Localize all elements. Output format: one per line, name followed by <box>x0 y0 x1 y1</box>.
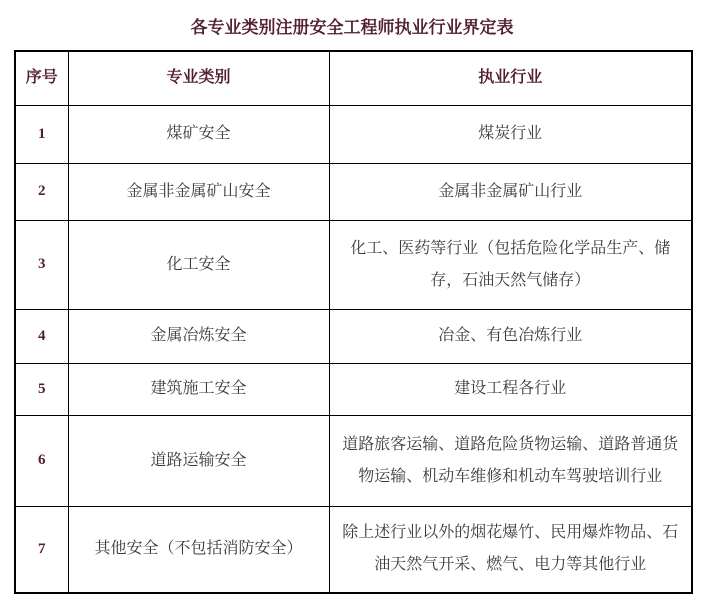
row-index: 6 <box>15 415 68 506</box>
category-cell: 金属非金属矿山安全 <box>68 163 329 220</box>
table-row <box>15 415 692 506</box>
industry-cell: 建设工程各行业 <box>329 363 692 415</box>
table-row <box>15 506 692 593</box>
row-index: 1 <box>15 105 68 163</box>
category-cell: 金属冶炼安全 <box>68 309 329 363</box>
table-row <box>15 163 692 220</box>
category-cell: 其他安全（不包括消防安全） <box>68 506 329 593</box>
industry-cell: 道路旅客运输、道路危险货物运输、道路普通货物运输、机动车维修和机动车驾驶培训行业 <box>329 415 692 506</box>
column-header-index: 序号 <box>15 51 68 105</box>
row-index: 3 <box>15 220 68 309</box>
industry-cell: 煤炭行业 <box>329 105 692 163</box>
category-cell: 煤矿安全 <box>68 105 329 163</box>
table-row <box>15 220 692 309</box>
row-index: 2 <box>15 163 68 220</box>
table-row <box>15 363 692 415</box>
column-header-category: 专业类别 <box>68 51 329 105</box>
column-header-industry: 执业行业 <box>329 51 692 105</box>
industry-cell: 除上述行业以外的烟花爆竹、民用爆炸物品、石油天然气开采、燃气、电力等其他行业 <box>329 506 692 593</box>
table-row <box>15 105 692 163</box>
industry-cell: 化工、医药等行业（包括危险化学品生产、储存，石油天然气储存） <box>329 220 692 309</box>
category-cell: 化工安全 <box>68 220 329 309</box>
industry-cell: 冶金、有色冶炼行业 <box>329 309 692 363</box>
page-title: 各专业类别注册安全工程师执业行业界定表 <box>190 18 514 37</box>
industry-cell: 金属非金属矿山行业 <box>329 163 692 220</box>
table-header-row <box>15 51 692 105</box>
category-cell: 道路运输安全 <box>68 415 329 506</box>
row-index: 7 <box>15 506 68 593</box>
table-row <box>15 309 692 363</box>
category-cell: 建筑施工安全 <box>68 363 329 415</box>
row-index: 4 <box>15 309 68 363</box>
industry-definition-table <box>14 50 693 594</box>
row-index: 5 <box>15 363 68 415</box>
